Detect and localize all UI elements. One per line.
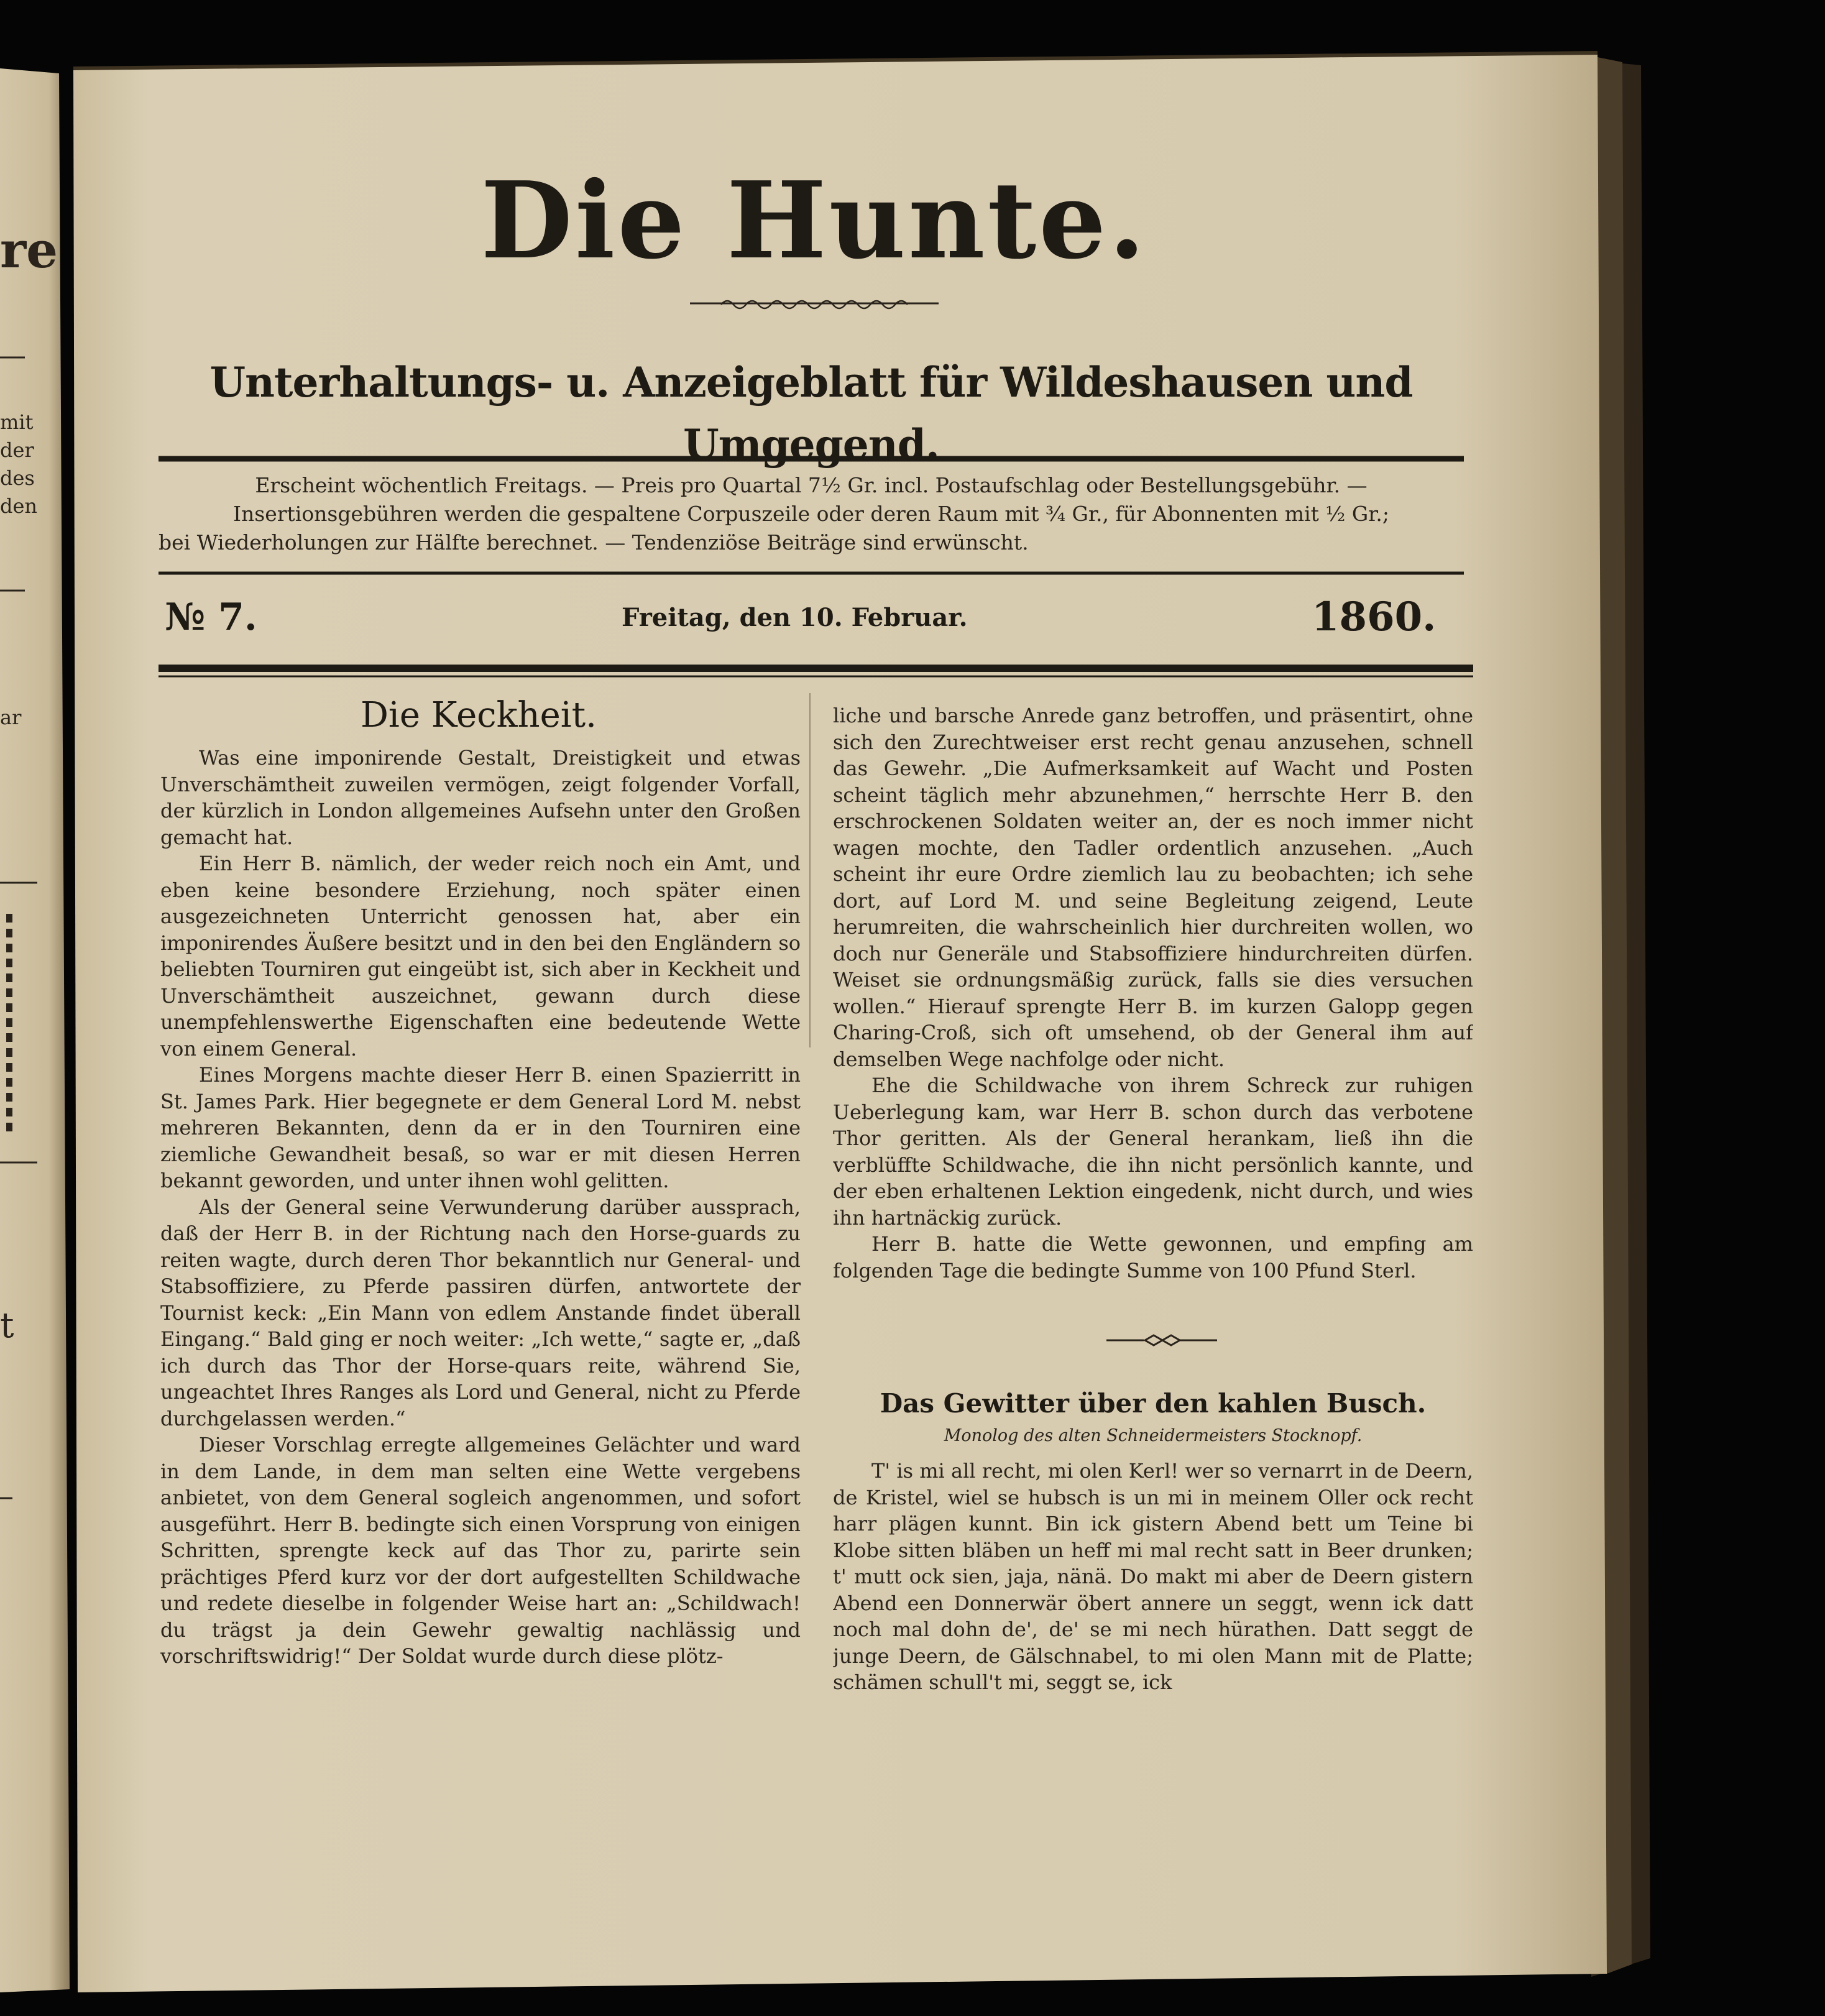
info-line-1: Erscheint wöchentlich Freitags. — Preis pro Quartal 7½ Gr. incl. Postaufschlag oder Bestellungsgebühr. — <box>255 473 1368 497</box>
article-gewitter-body <box>833 1458 1473 1700</box>
left-page-fragment-mit: mit <box>0 410 34 434</box>
article-title-keckheit: Die Keckheit. <box>361 695 597 735</box>
issue-year: 1860. <box>1312 594 1437 640</box>
paragraph: Ein Herr B. nämlich, der weder reich noch ein Amt, und eben keine besondere Erziehung, noch später einen ausgezeichneten Unterricht genossen hat, aber ein imponirendes Äußere besitzt und in den bei den Engländern so beliebten Tourniren gut eingeübt ist, sich aber in Keckheit und Unverschämtheit auszeichnet, gewann durch diese unempfehlenswerthe Eigenschaften eine bedeutende Wette von einem General. <box>160 852 801 1061</box>
article-keckheit-right-column <box>833 702 1473 1287</box>
paragraph: Herr B. hatte die Wette gewonnen, und empfing am folgenden Tage die bedingte Summe von 100 Pfund Sterl. <box>833 1232 1473 1282</box>
newspaper-title: Die Hunte. <box>480 159 1148 283</box>
left-page-fragment-ar: ar <box>0 706 22 729</box>
left-page-fragment-den: den <box>0 494 38 518</box>
info-line-3: bei Wiederholungen zur Hälfte berechnet. — Tendenziöse Beiträge sind erwünscht. <box>159 530 1029 555</box>
article-title-gewitter: Das Gewitter über den kahlen Busch. <box>880 1388 1427 1419</box>
article-subtitle-gewitter: Monolog des alten Schneidermeisters Stocknopf. <box>944 1426 1363 1445</box>
subscription-info <box>159 471 1464 557</box>
left-page-fragment-der: der <box>0 438 34 462</box>
left-page-fragment-t: t <box>0 1305 14 1346</box>
left-page-fragment-des: des <box>0 466 35 490</box>
newspaper-subtitle: Unterhaltungs- u. Anzeigeblatt für Wildeshausen und Umgegend. <box>209 358 1413 469</box>
issue-date: Freitag, den 10. Februar. <box>622 603 968 632</box>
article-keckheit-left-column <box>160 745 801 1696</box>
paragraph: Ehe die Schildwache von ihrem Schreck zur ruhigen Ueberlegung kam, war Herr B. schon durch das verbotene Thor geritten. Als der General herankam, ließ ihn die verblüffte Schildwache, die ihn nicht persönlich kannte, und der eben erhaltenen Lektion eingedenk, nicht durch, und wies ihn hartnäckig zurück. <box>833 1074 1473 1230</box>
info-line-2: Insertionsgebühren werden die gespaltene Corpuszeile oder deren Raum mit ¾ Gr., für Abonnenten mit ½ Gr.; <box>232 502 1390 526</box>
paragraph: Als der General seine Verwunderung darüber aussprach, daß der Herr B. in der Richtung nach den Horse-guards zu reiten wagte, durch deren Thor bekanntlich nur General- und Stabsoffiziere, zu Pferde passiren dürfen, antwortete der Tournist keck: „Ein Mann von edlem Anstande findet überall Eingang.“ Bald ging er noch weiter: „Ich wette,“ sagte er, „daß ich durch das Thor der Horse-quars reite, während Sie, ungeachtet Ihres Ranges als Lord und General, nicht zu Pferde durchgelassen werden.“ <box>160 1195 801 1430</box>
left-page-fragment-re: re <box>0 221 58 279</box>
issue-number: № 7. <box>165 596 257 639</box>
paragraph: Eines Morgens machte dieser Herr B. einen Spazierritt in St. James Park. Hier begegnete er dem General Lord M. nebst mehreren Bekannten, denn da er in den Tourniren eine ziemliche Gewandheit besaß, so war er mit diesen Herren bekannt geworden, und unter ihnen wohl gelitten. <box>160 1063 801 1192</box>
paragraph: Dieser Vorschlag erregte allgemeines Gelächter und ward in dem Lande, in dem man selten eine Wette vergebens anbietet, von dem General sogleich angenommen, und sofort ausgeführt. Herr B. bedingte sich einen Vorsprung von einigen Schritten, sprengte keck auf das Thor zu, parirte sein prächtiges Pferd kurz vor der dort aufgestellten Schildwache und redete dieselbe in folgender Weise hart an: „Schildwach! du trägst ja dein Gewehr gewaltig nachlässig und vorschriftswidrig!“ Der Soldat wurde durch diese plötz- <box>160 1433 801 1668</box>
paragraph: T' is mi all recht, mi olen Kerl! wer so vernarrt in de Deern, de Kristel, wiel se hubsch is un mi in meinem Oller ock recht harr plägen kunnt. Bin ick gistern Abend bett um Teine bi Klobe sitten bläben un heff mi mal recht satt in Beer drunken; t' mutt ock sien, jaja, nänä. Do makt mi aber de Deern gistern Abend een Donnerwär öbert annere un seggt, wenn ick datt noch mal dohn de', de' se mi nech hürathen. Datt seggt de junge Deern, de Gälschnabel, to mi olen Mann mit de Platte; schämen schull't mi, seggt se, ick <box>833 1459 1473 1694</box>
paragraph: Was eine imponirende Gestalt, Dreistigkeit und etwas Unverschämtheit zuweilen vermögen, zeigt folgender Vorfall, der kürzlich in London allgemeines Aufsehn unter den Großen gemacht hat. <box>160 746 801 849</box>
paragraph: liche und barsche Anrede ganz betroffen, und präsentirt, ohne sich den Zurechtweiser erst recht genau anzusehen, schnell das Gewehr. „Die Aufmerksamkeit auf Wacht und Posten scheint täglich mehr abzunehmen,“ herrschte Herr B. den erschrockenen Soldaten weiter an, der es noch immer nicht wagen mochte, den Tadler ordentlich anzusehen. „Auch scheint ihr eure Ordre ziemlich lau zu beobachten; ich sehe dort, auf Lord M. und seine Begleitung zeigend, Leute herumreiten, die wahrscheinlich hier durchreiten wollen, wo doch nur Generäle und Stabsoffiziere hindurchreiten dürfen. Weiset sie ordnungsmäßig zurück, falls sie dies versuchen wollen.“ Hierauf sprengte Herr B. im kurzen Galopp gegen Charing-Croß, sich oft umsehend, ob der General ihm auf demselben Wege nachfolge oder nicht. <box>833 704 1473 1071</box>
